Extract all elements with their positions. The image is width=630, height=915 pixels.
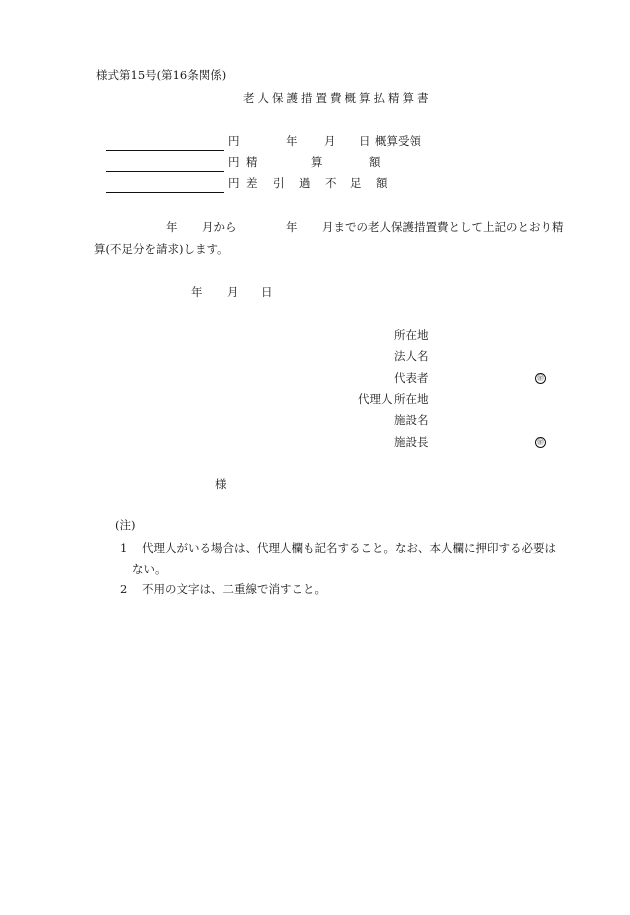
notes-heading: (注) bbox=[115, 518, 136, 532]
date-day: 日 bbox=[261, 285, 273, 299]
representative-label: 代表者 bbox=[394, 371, 429, 385]
note-number: 1 bbox=[120, 541, 128, 555]
note-text: 代理人がいる場合は、代理人欄も記名すること。なお、本人欄に押印する必要は bbox=[142, 541, 556, 555]
yen-label: 円 bbox=[228, 176, 240, 190]
yen-label: 円 bbox=[228, 155, 240, 169]
difference-char-4: 不 bbox=[325, 176, 337, 190]
body-year-1: 年 bbox=[166, 220, 178, 234]
form-number: 様式第15号(第16条関係) bbox=[96, 68, 227, 82]
settlement-char-1: 精 bbox=[246, 155, 258, 169]
body-month-from: 月から bbox=[202, 220, 237, 234]
body-line-2: 算(不足分を請求)します。 bbox=[94, 242, 229, 256]
addressee-honorific: 様 bbox=[215, 477, 227, 491]
advance-received-label: 概算受領 bbox=[375, 134, 421, 148]
note-text: 不用の文字は、二重線で消すこと。 bbox=[142, 582, 326, 596]
facility-head-label: 施設長 bbox=[394, 435, 429, 449]
document-title: 老人保護措置費概算払精算書 bbox=[243, 91, 432, 105]
agent-location-label: 所在地 bbox=[394, 392, 429, 406]
amount-blank bbox=[106, 157, 224, 172]
difference-char-3: 過 bbox=[299, 176, 311, 190]
amount-row-difference bbox=[106, 178, 506, 192]
difference-char-1: 差 bbox=[246, 176, 258, 190]
seal-mark-icon: ㊞ bbox=[535, 437, 546, 448]
difference-char-6: 額 bbox=[376, 176, 388, 190]
amount-row-advance bbox=[106, 136, 506, 150]
settlement-char-2: 算 bbox=[311, 155, 323, 169]
seal-mark-icon: ㊞ bbox=[535, 373, 546, 384]
difference-char-2: 引 bbox=[273, 176, 285, 190]
year-label: 年 bbox=[286, 134, 298, 148]
amount-blank bbox=[106, 178, 224, 193]
note-number: 2 bbox=[120, 582, 128, 596]
agent-label: 代理人 bbox=[358, 392, 393, 406]
note-text-continued: ない。 bbox=[132, 562, 167, 576]
amount-blank bbox=[106, 136, 224, 151]
date-month: 月 bbox=[227, 285, 239, 299]
month-label: 月 bbox=[324, 134, 336, 148]
amount-row-settlement bbox=[106, 157, 506, 171]
facility-name-label: 施設名 bbox=[394, 413, 429, 427]
body-month-until: 月までの老人保護措置費として上記のとおり精 bbox=[322, 220, 564, 234]
corp-name-label: 法人名 bbox=[394, 349, 429, 363]
date-year: 年 bbox=[191, 285, 203, 299]
yen-label: 円 bbox=[228, 134, 240, 148]
difference-char-5: 足 bbox=[350, 176, 362, 190]
body-year-2: 年 bbox=[286, 220, 298, 234]
day-label: 日 bbox=[359, 134, 371, 148]
location-label: 所在地 bbox=[394, 328, 429, 342]
settlement-char-3: 額 bbox=[369, 155, 381, 169]
